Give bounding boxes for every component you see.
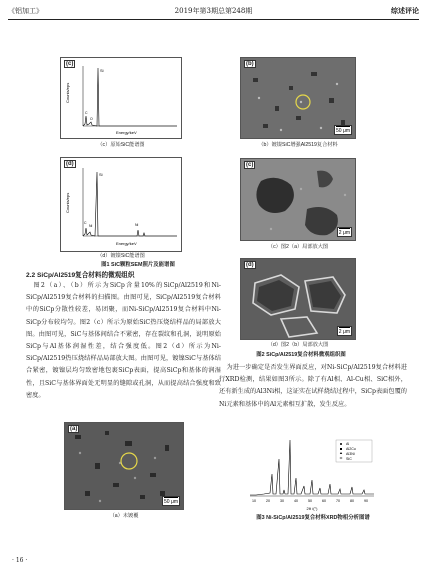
fig2b-caption: （b）镀镍SiC增强Al2519复合材料 <box>258 142 338 148</box>
scale-bar-2a: 50 μm <box>162 496 180 507</box>
header-rule <box>8 19 419 20</box>
panel-label-2a: (a) <box>70 426 78 432</box>
section-paragraph-1: 图2（a）、（b）所示为SiCp含量10%的SiCp/Al2519和Ni-SiCp/Al2519复合材料的扫描图。由图可见，SiCp/Al2519复合材料中的SiCp分散性较差，易团聚，而Ni-SiCp/Al2519复合材料中Ni-SiCp分布较均匀。图2（c）所示为原始SiC热压烧结样品的局部放大图。由图可见，SiC与基体间结合不紧密，存在裂纹和孔洞，说明原始SiCp与Al基体润湿性差，结合强度低。图2（d）所示为Ni-SiCp/Al2519热压烧结样品局部放大图。由图可见，镀镍SiC与基体结合紧密，镀镍层均匀致密地包裹SiCp表面，提高SiCp和基体的润湿性，且SiC与基体界面处无明显的缝隙或孔洞，从而提高结合强度和致密度。 <box>26 282 221 399</box>
xrd-chart <box>246 434 378 514</box>
eds-c-xlabel: Energy/keV <box>116 130 137 135</box>
panel-label-c: (c) <box>66 61 74 67</box>
fig3-caption: 图3 Ni-SiCp/Al2519复合材料XRD物相分析图谱 <box>256 515 370 521</box>
xtick-90: 90 <box>364 499 368 503</box>
fig2c-caption: （c）图2（a）局部放大图 <box>267 244 329 250</box>
panel-label-d: (d) <box>66 161 74 167</box>
panel-label-2c: (c) <box>246 162 254 168</box>
fig2d-caption: （d）图2（b）局部放大图 <box>267 342 329 348</box>
xtick-20: 20 <box>266 499 270 503</box>
eds-spectrum-original <box>60 57 182 139</box>
xtick-80: 80 <box>350 499 354 503</box>
panel-label-2d: (d) <box>246 262 254 268</box>
panel-label-2b: (b) <box>246 61 254 67</box>
eds-c-peak-o: O <box>90 117 93 121</box>
xrd-plot <box>246 434 378 514</box>
column-name: 综述评论 <box>391 6 419 15</box>
section-paragraph-2: 为进一步确定是否发生界面反应，对Ni-SiCp/Al2519复合材料进行XRD检测，结果如图3所示。除了有Al相、Al-Cu相、SiC相外，还有新生成的Al3Ni相，这证实在试样烧结过程中，SiCp表面包覆的Ni元素和基体中的Al元素相互扩散，发生反应。 <box>219 364 407 408</box>
issue-info: 2019年第3期总第248期 <box>174 7 253 15</box>
xtick-10: 10 <box>252 499 256 503</box>
fig1d-caption: （d）镀镍SiC能谱图 <box>97 253 145 259</box>
xtick-70: 70 <box>336 499 340 503</box>
scale-bar-2d: 2 μm <box>337 326 352 337</box>
legend-al2cu: Al2Cu <box>346 447 356 451</box>
eds-d-peak-c: C <box>84 221 87 225</box>
legend-sic: SiC <box>346 457 352 461</box>
journal-name: 《铝加工》 <box>8 7 43 15</box>
fig2-caption: 图2 SiCp/Al2519复合材料微观组织图 <box>256 352 346 358</box>
fig1c-caption: （c）原始SiC能谱图 <box>97 142 145 148</box>
scale-bar-2c: 2 μm <box>337 227 352 238</box>
micrograph-c <box>240 158 356 241</box>
eds-c-peak-c: C <box>85 111 88 115</box>
eds-d-xlabel: Energy/keV <box>116 241 137 246</box>
fig1-caption: 图1 SiC颗粒SEM照片及能谱图 <box>101 262 175 268</box>
xtick-60: 60 <box>322 499 326 503</box>
page-number: · 16 · <box>12 557 28 564</box>
eds-plot-d <box>61 158 181 251</box>
eds-d-ylabel: Counts/eps <box>65 192 70 213</box>
xtick-40: 40 <box>294 499 298 503</box>
eds-c-ylabel: Counts/eps <box>65 82 70 103</box>
xtick-30: 30 <box>280 499 284 503</box>
eds-d-peak-ni-low: Ni <box>89 224 93 228</box>
legend-al3ni: Al3Ni <box>346 452 355 456</box>
eds-spectrum-nickel <box>60 157 182 252</box>
micrograph-d <box>240 258 356 340</box>
fig2a-caption: （a）未镀覆 <box>109 513 139 519</box>
legend-al: Al <box>346 442 350 446</box>
xtick-50: 50 <box>308 499 312 503</box>
running-header <box>8 5 419 17</box>
xrd-xlabel: 2θ /(°) <box>306 506 318 511</box>
eds-c-spectrum-line <box>83 68 177 126</box>
eds-plot-c <box>61 58 181 138</box>
eds-d-peak-ni-high: Ni <box>135 223 139 227</box>
eds-d-peak-si: Si <box>99 172 103 177</box>
eds-c-peak-si: Si <box>100 68 104 73</box>
micrograph-a <box>64 422 184 510</box>
micrograph-b <box>240 57 356 139</box>
scale-bar-2b: 50 μm <box>334 125 352 136</box>
eds-d-spectrum-line <box>83 172 177 236</box>
section-heading: 2.2 SiCp/Al2519复合材料的微观组织 <box>26 272 135 279</box>
